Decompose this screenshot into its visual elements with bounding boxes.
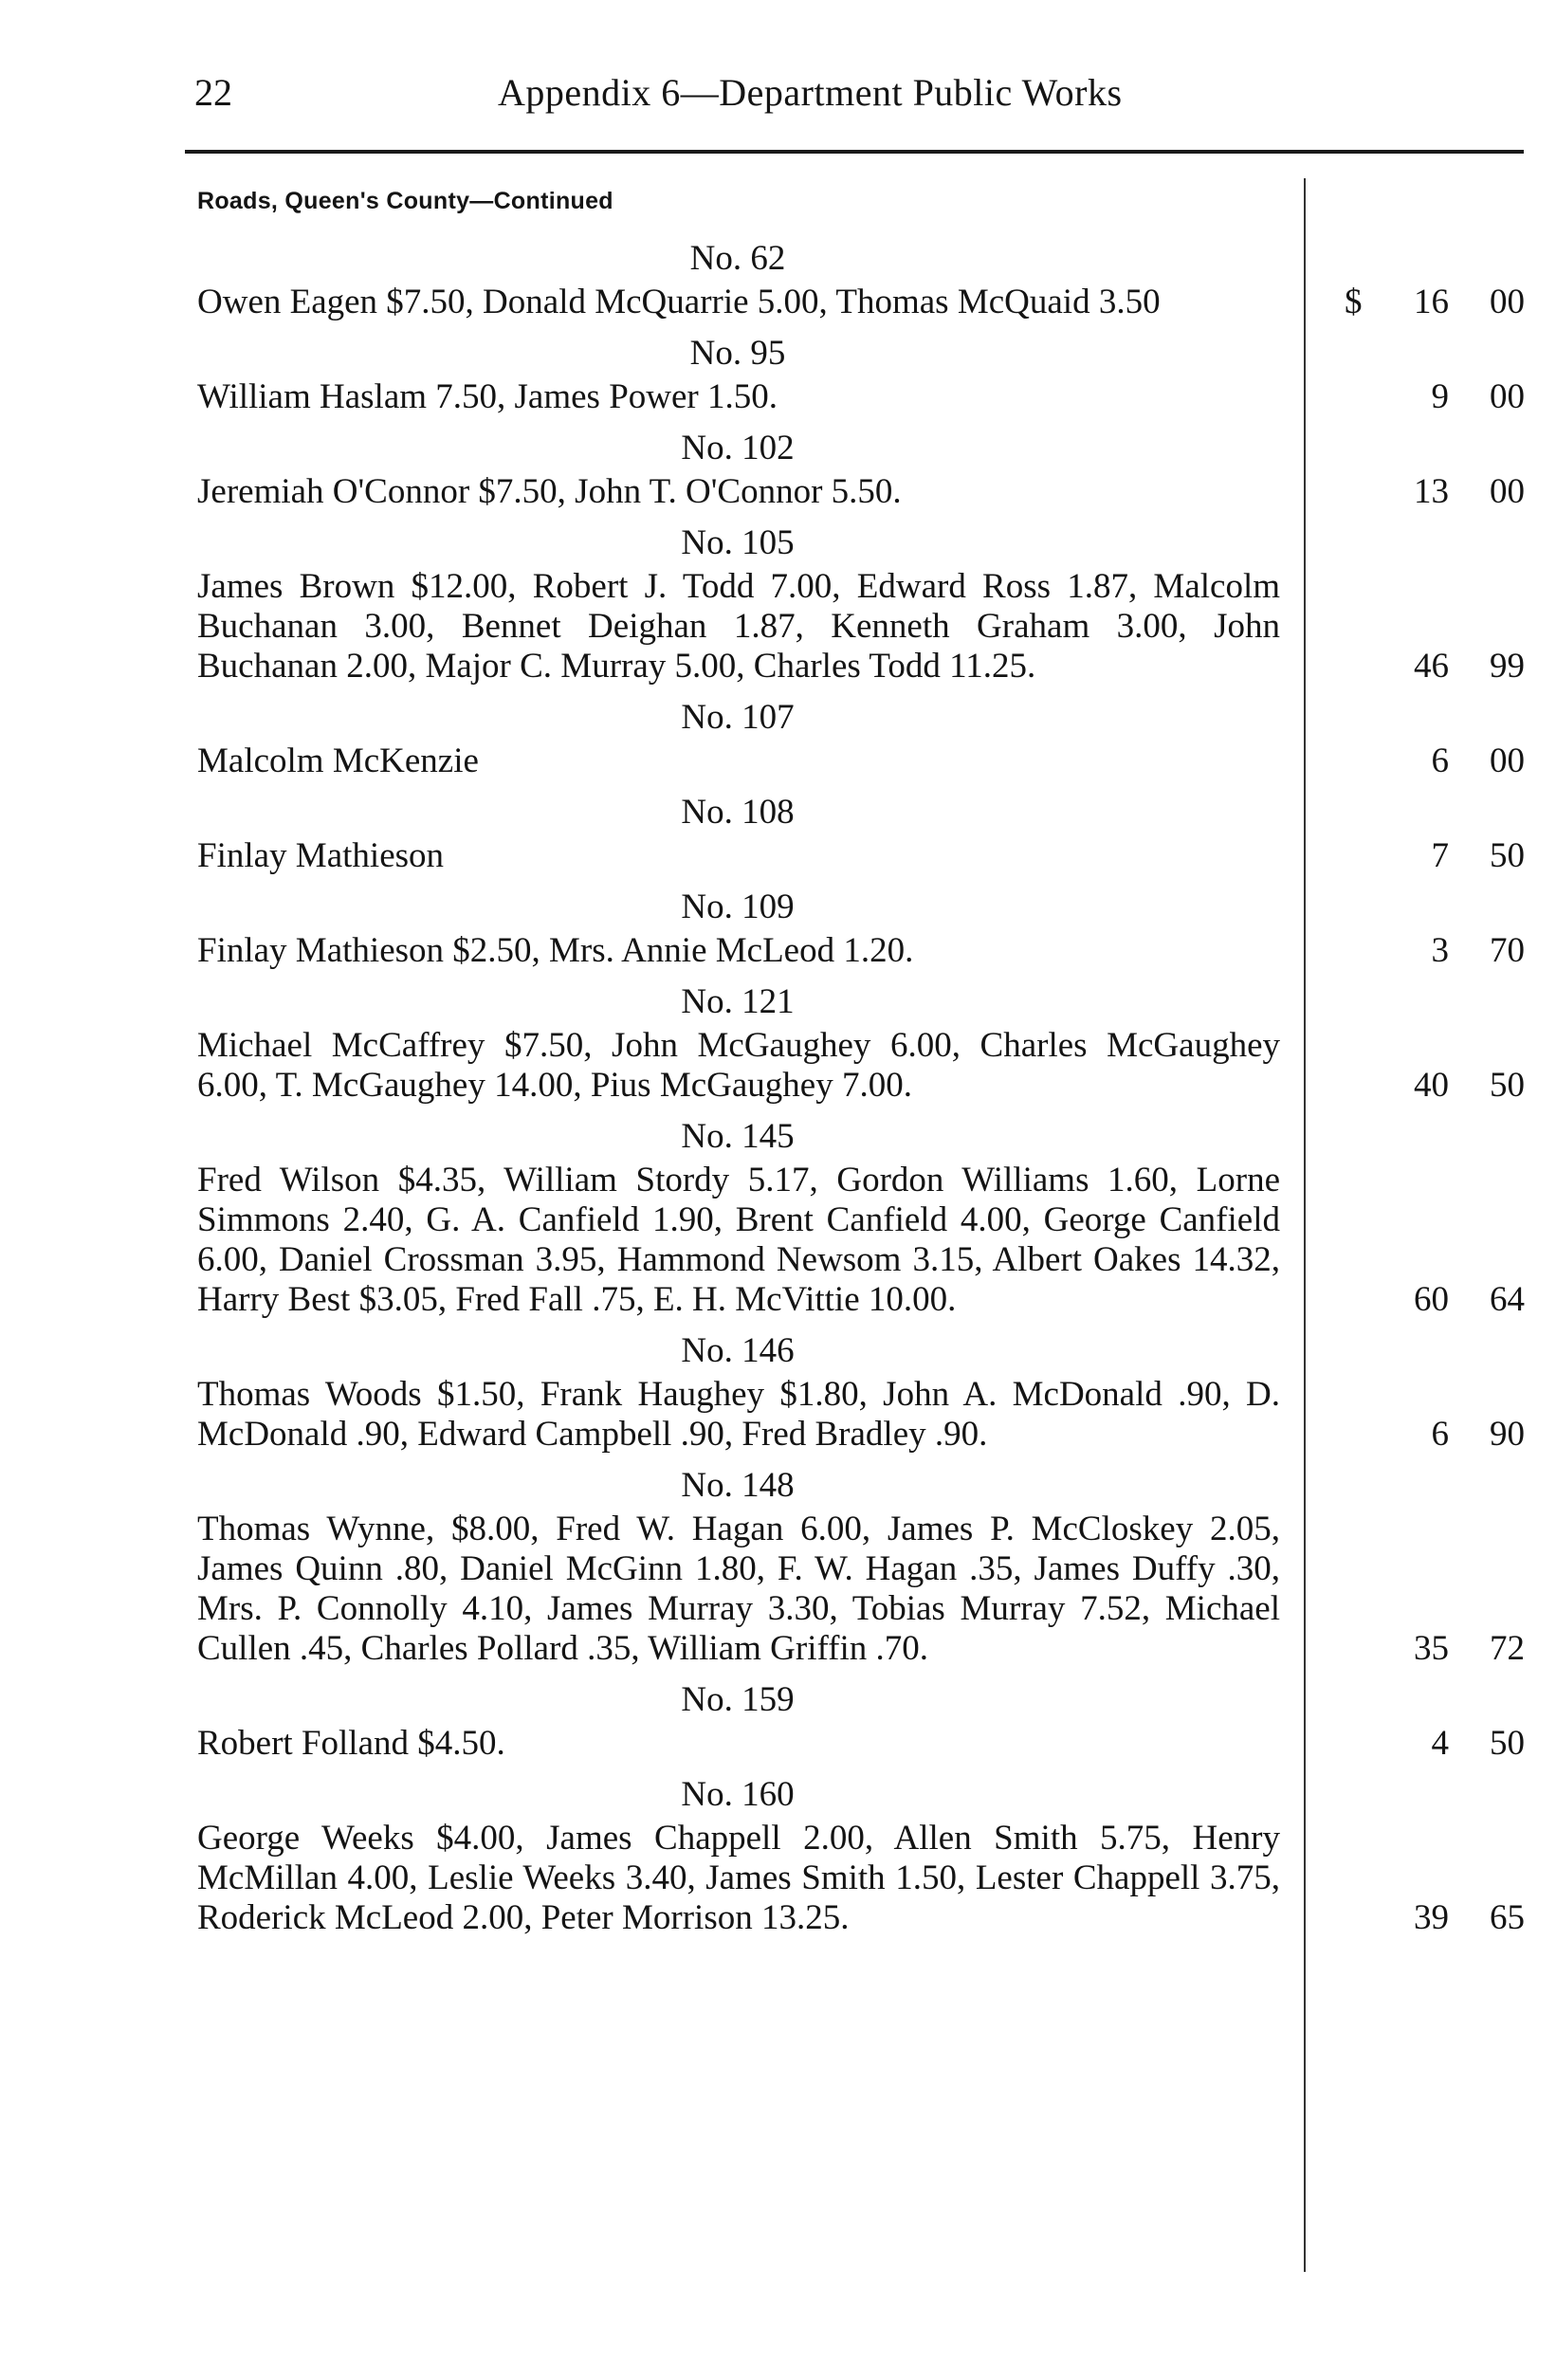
road-number: No. 145 [681,1117,795,1156]
road-number: No. 62 [689,239,786,278]
payee-list: Malcolm McKenzie [197,741,479,780]
amount-cents: 00 [1490,283,1525,321]
road-entry [197,1327,1525,1455]
payee-list: Jeremiah O'Connor $7.50, John T. O'Connor 5.50. [197,472,902,511]
amount-cents: 90 [1490,1415,1525,1454]
road-entry [197,884,1525,971]
road-entry [197,979,1525,1106]
header-rule [185,150,1524,154]
payee-list: Michael McCaffrey $7.50, John McGaughey 6.00, Charles McGaughey 6.00, T. McGaughey 14.00, Pius McGaughey 7.00. [197,1026,1280,1105]
road-number: No. 102 [681,429,795,467]
road-number: No. 105 [681,523,795,562]
road-number: No. 146 [681,1331,795,1370]
amount-dollars: 16 [1414,283,1449,321]
amount-cents: 00 [1490,377,1525,416]
road-entry [197,1113,1525,1320]
amount-cents: 00 [1490,472,1525,511]
amount-cents: 50 [1490,1724,1525,1763]
section-subheading: Roads, Queen's County—Continued [197,188,613,214]
amount-dollars: 7 [1431,836,1449,875]
amount [1307,931,1525,971]
amount-dollars: 9 [1431,377,1449,416]
amount-cents: 64 [1490,1280,1525,1319]
amount-dollars: 4 [1431,1724,1449,1763]
currency-symbol: $ [1345,283,1363,321]
amount [1307,1066,1525,1106]
amount-cents: 72 [1490,1629,1525,1668]
amount [1307,836,1525,876]
amount-dollars: 13 [1414,472,1449,511]
amount [1307,283,1525,322]
payee-list: Thomas Woods $1.50, Frank Haughey $1.80, John A. McDonald .90, D. McDonald .90, Edward Campbell .90, Fred Bradley .90. [197,1375,1280,1454]
amount-dollars: 3 [1431,931,1449,970]
road-entry [197,1771,1525,1938]
road-entry [197,789,1525,876]
amount [1307,1280,1525,1320]
road-entry [197,694,1525,781]
payee-list: Fred Wilson $4.35, William Stordy 5.17, Gordon Williams 1.60, Lorne Simmons 2.40, G. A. Canfield 1.90, Brent Canfield 4.00, George Canfield 6.00, Daniel Crossman 3.95, Hammond Newsom 3.15, Albert Oakes 14.32, Harry Best $3.05, Fred Fall .75, E. H. McVittie 10.00. [197,1161,1280,1319]
road-number: No. 107 [681,698,795,737]
amount [1307,1415,1525,1455]
road-entries-list [197,228,1525,1938]
road-number: No. 108 [681,793,795,832]
road-number: No. 159 [681,1680,795,1719]
amount-cents: 50 [1490,1066,1525,1105]
amount-cents: 99 [1490,647,1525,686]
payee-list: Finlay Mathieson [197,836,445,875]
road-entry [197,425,1525,512]
road-number: No. 148 [681,1466,795,1505]
road-number: No. 160 [681,1775,795,1814]
page-number: 22 [194,71,232,114]
amount-cents: 65 [1490,1898,1525,1937]
amount-dollars: 6 [1431,741,1449,780]
amount-cents: 50 [1490,836,1525,875]
payee-list: Thomas Wynne, $8.00, Fred W. Hagan 6.00, James P. McCloskey 2.05, James Quinn .80, Daniel McGinn 1.80, F. W. Hagan .35, James Duffy .30, Mrs. P. Connolly 4.10, James Murray 3.30, Tobias Murray 7.52, Michael Cullen .45, Charles Pollard .35, William Griffin .70. [197,1510,1280,1668]
road-entry [197,235,1525,322]
amount-cents: 00 [1490,741,1525,780]
road-number: No. 109 [681,888,795,926]
payee-list: Owen Eagen $7.50, Donald McQuarrie 5.00, Thomas McQuaid 3.50 [197,283,1161,321]
road-entry [197,1462,1525,1669]
road-entry [197,330,1525,417]
amount-dollars: 60 [1414,1280,1449,1319]
payee-list: William Haslam 7.50, James Power 1.50. [197,377,778,416]
payee-list: George Weeks $4.00, James Chappell 2.00, Allen Smith 5.75, Henry McMillan 4.00, Leslie Weeks 3.40, James Smith 1.50, Lester Chappell 3.75, Roderick McLeod 2.00, Peter Morrison 13.25. [197,1819,1280,1937]
amount [1307,647,1525,687]
amount [1307,1898,1525,1938]
amount-dollars: 46 [1414,647,1449,686]
payee-list: Robert Folland $4.50. [197,1724,505,1763]
road-number: No. 95 [689,334,786,373]
amount [1307,472,1525,512]
amount [1307,741,1525,781]
amount-dollars: 39 [1414,1898,1449,1937]
amount-dollars: 35 [1414,1629,1449,1668]
amount [1307,1629,1525,1669]
running-title: Appendix 6—Department Public Works [498,71,1123,114]
road-entry [197,520,1525,687]
amount-cents: 70 [1490,931,1525,970]
road-entry [197,1676,1525,1764]
payee-list: James Brown $12.00, Robert J. Todd 7.00, Edward Ross 1.87, Malcolm Buchanan 3.00, Bennet Deighan 1.87, Kenneth Graham 3.00, John Buchanan 2.00, Major C. Murray 5.00, Charles Todd 11.25. [197,567,1280,686]
amount [1307,377,1525,417]
road-number: No. 121 [681,982,795,1021]
amount-dollars: 6 [1431,1415,1449,1454]
amount-dollars: 40 [1414,1066,1449,1105]
amount [1307,1724,1525,1764]
payee-list: Finlay Mathieson $2.50, Mrs. Annie McLeod 1.20. [197,931,914,970]
